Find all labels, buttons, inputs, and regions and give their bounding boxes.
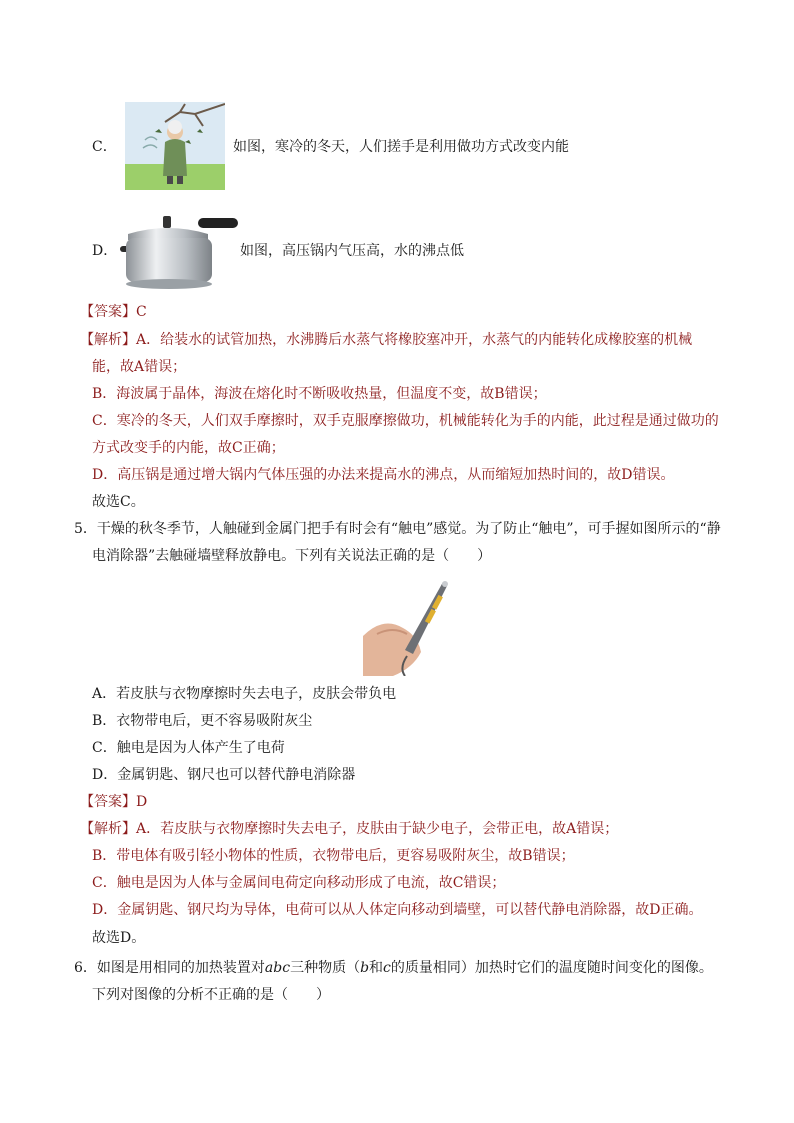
var-c: c [383, 960, 391, 976]
analysis-tag: 【解析】 [80, 821, 136, 837]
q4-analysis-line-2: 能，故A错误； [92, 359, 187, 375]
option-d-label: D． [92, 243, 118, 259]
q5-option-b: B．衣物带电后，更不容易吸附灰尘 [92, 713, 313, 729]
q5-answer: 【答案】D [80, 794, 148, 810]
option-c-label: C． [92, 139, 117, 155]
q5-stem-line-2: 电消除器”去触碰墙壁释放静电。下列有关说法正确的是（ ） [92, 548, 492, 564]
q4-analysis-line-3: B．海波属于晶体，海波在熔化时不断吸收热量，但温度不变，故B错误； [92, 386, 547, 402]
q5-analysis-line-2: B．带电体有吸引轻小物体的性质，衣物带电后，更容易吸附灰尘，故B错误； [92, 848, 575, 864]
var-b: b [360, 960, 370, 976]
q5-option-c: C．触电是因为人体产生了电荷 [92, 740, 285, 756]
option-d-text: 如图，高压锅内气压高，水的沸点低 [240, 243, 464, 259]
q5-analysis-line-1: 【解析】A．若皮肤与衣物摩擦时失去电子，皮肤由于缺少电子，会带正电，故A错误； [80, 821, 619, 837]
q4-answer: 【答案】C [80, 304, 147, 320]
var-abc: abc [264, 960, 291, 976]
winter-hand-rubbing-image [125, 102, 225, 190]
q4-analysis-line-6: D．高压锅是通过增大锅内气体压强的办法来提高水的沸点，从而缩短加热时间的，故D错误。 [92, 467, 675, 483]
static-eliminator-image [363, 576, 453, 676]
analysis-tag: 【解析】 [80, 332, 136, 348]
q5-stem-line-1: 5．干燥的秋冬季节，人触碰到金属门把手有时会有“触电”感觉。为了防止“触电”，可手握如图所示的“静 [74, 521, 721, 537]
q5-analysis-line-3: C．触电是因为人体与金属间电荷定向移动形成了电流，故C错误； [92, 875, 506, 891]
q4-analysis-line-4: C．寒冷的冬天，人们双手摩擦时，双手克服摩擦做功，机械能转化为手的内能，此过程是通过做功的 [92, 413, 719, 429]
pressure-cooker-image [118, 208, 240, 290]
q4-analysis-line-5: 方式改变手的内能，故C正确； [92, 440, 285, 456]
q5-option-a: A．若皮肤与衣物摩擦时失去电子，皮肤会带负电 [92, 686, 397, 702]
q6-stem-line-1: 6．如图是用相同的加热装置对abc三种物质（b和c的质量相同）加热时它们的温度随时间变化的图像。 [74, 960, 713, 976]
q5-option-d: D．金属钥匙、钢尺也可以替代静电消除器 [92, 767, 356, 783]
q4-analysis-line-1: 【解析】A．给装水的试管加热，水沸腾后水蒸气将橡胶塞冲开，水蒸气的内能转化成橡胶塞的机械 [80, 332, 693, 348]
q5-analysis-line-4: D．金属钥匙、钢尺均为导体，电荷可以从人体定向移动到墙壁，可以替代静电消除器，故D正确。 [92, 902, 703, 918]
option-c-text: 如图，寒冷的冬天，人们搓手是利用做功方式改变内能 [233, 139, 569, 155]
q5-conclusion: 故选D。 [92, 930, 146, 946]
q4-conclusion: 故选C。 [92, 494, 145, 510]
q6-stem-line-2: 下列对图像的分析不正确的是（ ） [92, 987, 330, 1003]
